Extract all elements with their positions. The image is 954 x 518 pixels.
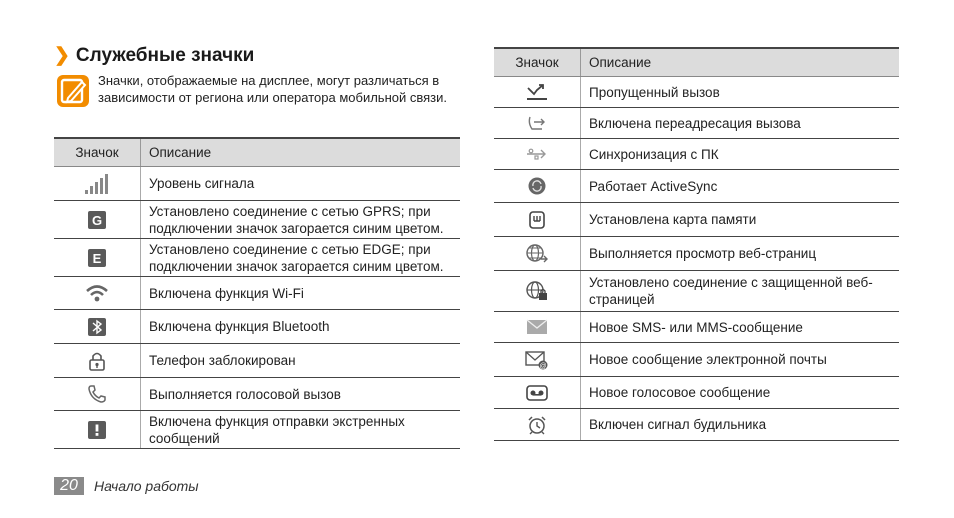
table-row bbox=[54, 344, 460, 378]
row-description: Выполняется голосовой вызов bbox=[141, 378, 461, 411]
table-row bbox=[494, 77, 899, 108]
table-row bbox=[54, 310, 460, 344]
footer-section-name: Начало работы bbox=[94, 478, 199, 494]
table-header bbox=[494, 48, 899, 77]
phone-call-icon bbox=[86, 383, 108, 405]
table-row bbox=[494, 139, 899, 170]
row-description: Телефон заблокирован bbox=[141, 344, 461, 378]
row-description: Установлено соединение с сетью EDGE; при подключении значок загорается синим цветом. bbox=[141, 239, 461, 277]
header-icon-column: Значок bbox=[494, 48, 581, 77]
row-description: Пропущенный вызов bbox=[581, 77, 900, 108]
wifi-icon bbox=[85, 283, 109, 303]
row-description: Установлено соединение с сетью GPRS; при подключении значок загорается синим цветом. bbox=[141, 201, 461, 239]
chevron-right-icon: ❯ bbox=[54, 45, 70, 66]
row-description: Синхронизация с ПК bbox=[581, 139, 900, 170]
table-header bbox=[54, 138, 460, 167]
table-row bbox=[494, 108, 899, 139]
memory-card-icon bbox=[527, 210, 547, 230]
pc-sync-icon bbox=[525, 146, 549, 162]
table-row bbox=[54, 277, 460, 310]
table-row bbox=[494, 237, 899, 271]
voicemail-icon bbox=[526, 385, 548, 401]
note-text: Значки, отображаемые на дисплее, могут различаться в зависимости от региона или оператора мобильной связи. bbox=[98, 73, 447, 105]
row-description: Установлена карта памяти bbox=[581, 203, 900, 237]
call-forward-icon bbox=[526, 113, 548, 133]
secure-web-icon bbox=[525, 280, 549, 302]
row-description: Включена переадресация вызова bbox=[581, 108, 900, 139]
table-row bbox=[494, 377, 899, 409]
note-pencil-icon bbox=[56, 74, 90, 108]
table-row bbox=[54, 239, 460, 277]
bluetooth-icon bbox=[87, 317, 107, 337]
header-icon-column: Значок bbox=[54, 138, 141, 167]
table-row bbox=[494, 271, 899, 312]
left-icons-table bbox=[54, 137, 460, 449]
row-description: Включена функция отправки экстренных сообщений bbox=[141, 411, 461, 449]
signal-strength-icon bbox=[84, 173, 110, 195]
row-description: Выполняется просмотр веб-страниц bbox=[581, 237, 900, 271]
sos-icon bbox=[87, 420, 107, 440]
page-number: 20 bbox=[54, 477, 84, 495]
row-description: Новое голосовое сообщение bbox=[581, 377, 900, 409]
section-title-text: Служебные значки bbox=[75, 45, 255, 66]
web-browsing-icon bbox=[525, 243, 549, 265]
table-row bbox=[54, 378, 460, 411]
sms-mms-icon bbox=[526, 319, 548, 335]
row-description: Включена функция Bluetooth bbox=[141, 310, 461, 344]
missed-call-icon bbox=[525, 82, 549, 102]
table-row bbox=[494, 203, 899, 237]
table-row bbox=[54, 167, 460, 201]
edge-glyph: E bbox=[92, 250, 102, 266]
email-icon bbox=[525, 350, 549, 370]
table-row bbox=[54, 201, 460, 239]
row-description: Включен сигнал будильника bbox=[581, 409, 900, 441]
row-description: Новое сообщение электронной почты bbox=[581, 343, 900, 377]
header-description-column: Описание bbox=[141, 138, 461, 167]
row-description: Работает ActiveSync bbox=[581, 170, 900, 203]
alarm-icon bbox=[526, 414, 548, 436]
right-icons-table bbox=[494, 47, 899, 441]
table-row bbox=[494, 343, 899, 377]
svg-text:@: @ bbox=[539, 362, 547, 370]
row-description: Уровень сигнала bbox=[141, 167, 461, 201]
section-title bbox=[54, 44, 254, 67]
row-description: Установлено соединение с защищенной веб-страницей bbox=[581, 271, 900, 312]
table-row bbox=[54, 411, 460, 449]
lock-icon bbox=[87, 350, 107, 372]
table-row bbox=[494, 409, 899, 441]
table-row bbox=[494, 312, 899, 343]
gprs-glyph: G bbox=[91, 212, 103, 228]
edge-icon bbox=[87, 248, 107, 268]
table-row bbox=[494, 170, 899, 203]
activesync-icon bbox=[527, 176, 547, 196]
row-description: Новое SMS- или MMS-сообщение bbox=[581, 312, 900, 343]
row-description: Включена функция Wi-Fi bbox=[141, 277, 461, 310]
gprs-icon bbox=[87, 210, 107, 230]
header-description-column: Описание bbox=[581, 48, 900, 77]
